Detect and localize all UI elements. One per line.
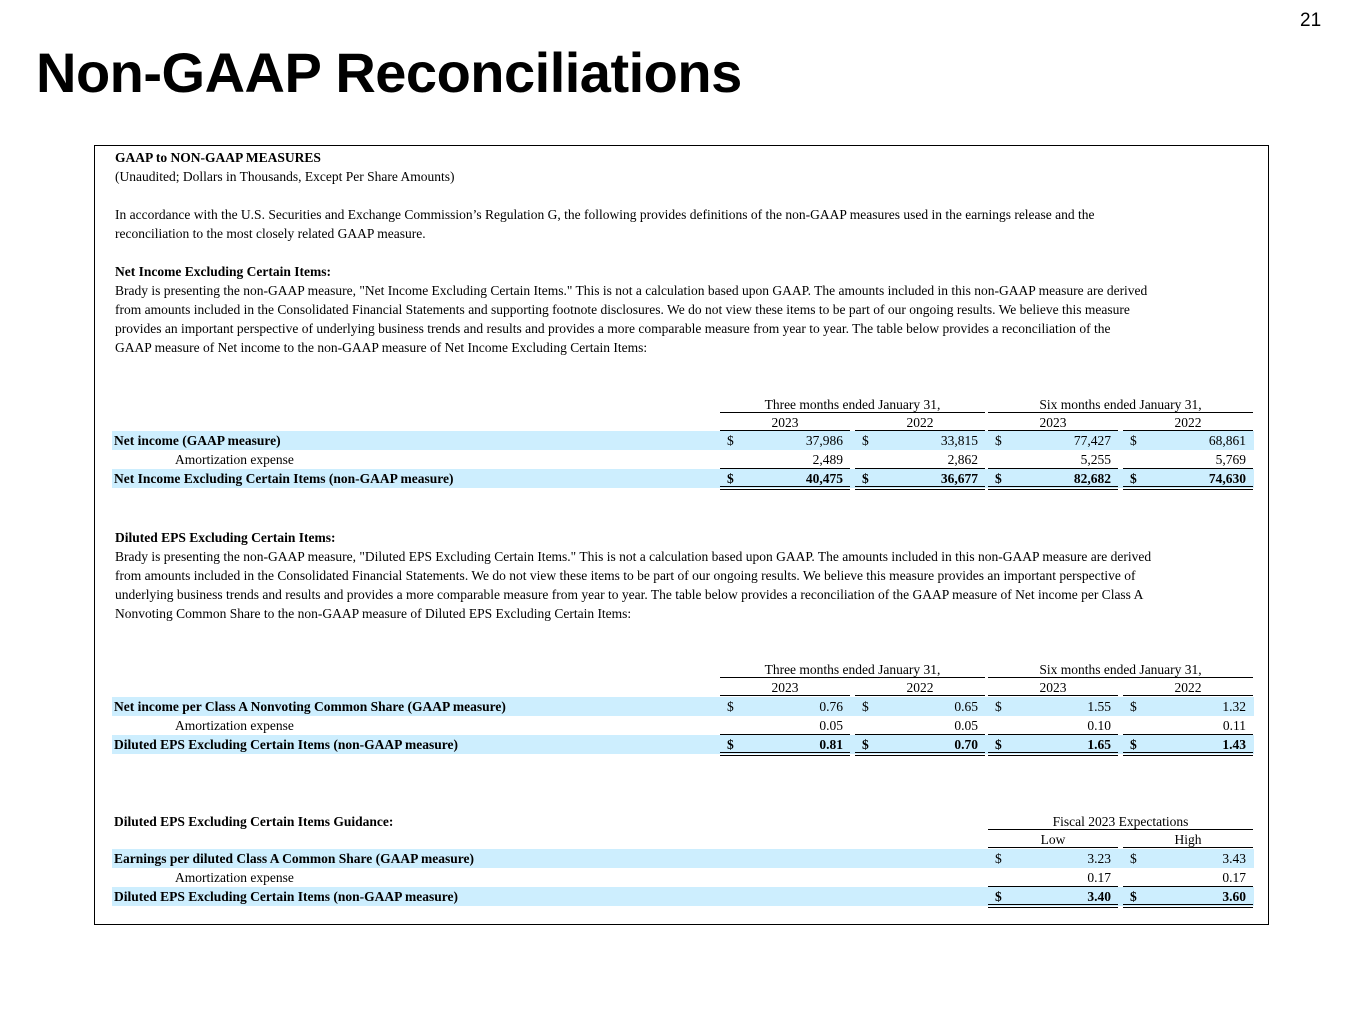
row-label: Amortization expense: [175, 718, 294, 733]
currency-sign: $: [862, 737, 869, 752]
total-double-rule: [988, 752, 1118, 756]
table-cell: 36,677: [940, 471, 978, 486]
table-cell: 0.05: [819, 718, 843, 733]
col-year: 2023: [1039, 680, 1067, 695]
total-double-rule: [988, 486, 1118, 490]
page-number: 21: [1300, 10, 1322, 31]
panel-heading: GAAP to NON-GAAP MEASURES: [115, 150, 321, 165]
table-cell: 77,427: [1073, 433, 1111, 448]
row-label: Amortization expense: [175, 870, 294, 885]
row-label: Net income per Class A Nonvoting Common Share (GAAP measure): [114, 699, 506, 714]
col-group-header: Six months ended January 31,: [1039, 662, 1202, 677]
table-cell: 0.05: [954, 718, 978, 733]
total-double-rule: [988, 904, 1118, 908]
col-group-header: Fiscal 2023 Expectations: [1052, 814, 1189, 829]
currency-sign: $: [862, 433, 869, 448]
table-cell: 40,475: [805, 471, 843, 486]
currency-sign: $: [995, 471, 1002, 486]
col-rule: [1123, 847, 1253, 848]
col-group-header: Six months ended January 31,: [1039, 397, 1202, 412]
table-cell: 0.17: [1222, 870, 1246, 885]
currency-sign: $: [727, 471, 734, 486]
total-double-rule: [1123, 904, 1253, 908]
table-cell: 0.81: [819, 737, 843, 752]
intro-text-line-2: reconciliation to the most closely related GAAP measure.: [115, 226, 426, 241]
row-label: Amortization expense: [175, 452, 294, 467]
currency-sign: $: [1130, 851, 1137, 866]
table-cell: 3.23: [1087, 851, 1111, 866]
table-cell: 37,986: [805, 433, 843, 448]
section2-text-line: Nonvoting Common Share to the non-GAAP measure of Diluted EPS Excluding Certain Items:: [115, 606, 632, 621]
total-double-rule: [720, 486, 850, 490]
table-cell: 1.43: [1222, 737, 1246, 752]
year-rule: [720, 695, 850, 696]
page-title: Non-GAAP Reconciliations: [36, 41, 742, 104]
table-cell: 1.55: [1087, 699, 1111, 714]
table-cell: 1.65: [1087, 737, 1111, 752]
year-rule: [988, 695, 1118, 696]
table-cell: 74,630: [1208, 471, 1246, 486]
table-cell: 0.70: [954, 737, 978, 752]
currency-sign: $: [1130, 737, 1137, 752]
col-year: 2022: [1174, 415, 1202, 430]
col-header-low: Low: [1040, 832, 1066, 847]
section2-text-line: Brady is presenting the non-GAAP measure, "Diluted EPS Excluding Certain Items." This is not a calculation based upon GAAP. The amounts included in this non-GAAP measure are derived: [115, 549, 1152, 564]
currency-sign: $: [1130, 889, 1137, 904]
total-double-rule: [855, 752, 985, 756]
table-cell: 33,815: [940, 433, 978, 448]
table-cell: 2,862: [947, 452, 978, 467]
table-cell: 3.43: [1222, 851, 1246, 866]
currency-sign: $: [995, 889, 1002, 904]
table-cell: 3.60: [1222, 889, 1246, 904]
table-cell: 2,489: [812, 452, 843, 467]
col-year: 2023: [1039, 415, 1067, 430]
currency-sign: $: [995, 699, 1002, 714]
col-group-header: Three months ended January 31,: [764, 397, 941, 412]
total-double-rule: [1123, 486, 1253, 490]
row-label: Net Income Excluding Certain Items (non-GAAP measure): [114, 471, 454, 486]
section1-text-line: Brady is presenting the non-GAAP measure, "Net Income Excluding Certain Items." This is not a calculation based upon GAAP. The amounts included in this non-GAAP measure are derived: [115, 283, 1148, 298]
row-label: Net income (GAAP measure): [114, 433, 281, 448]
col-year: 2023: [771, 415, 799, 430]
row-label: Diluted EPS Excluding Certain Items (non-GAAP measure): [114, 737, 459, 752]
section3-heading: Diluted EPS Excluding Certain Items Guidance:: [114, 814, 394, 829]
currency-sign: $: [995, 737, 1002, 752]
section2-heading: Diluted EPS Excluding Certain Items:: [115, 530, 336, 545]
col-year: 2022: [1174, 680, 1202, 695]
reconciliation-panel: [94, 145, 1269, 925]
currency-sign: $: [727, 699, 734, 714]
table-cell: 0.17: [1087, 870, 1111, 885]
year-rule: [855, 695, 985, 696]
row-label: Diluted EPS Excluding Certain Items (non-GAAP measure): [114, 889, 459, 904]
currency-sign: $: [862, 471, 869, 486]
panel-subheading: (Unaudited; Dollars in Thousands, Except Per Share Amounts): [115, 169, 455, 184]
table-cell: 1.32: [1222, 699, 1246, 714]
row-label: Earnings per diluted Class A Common Share (GAAP measure): [114, 851, 475, 866]
year-rule: [1123, 695, 1253, 696]
currency-sign: $: [1130, 433, 1137, 448]
total-double-rule: [855, 486, 985, 490]
col-year: 2022: [906, 680, 934, 695]
table-cell: 3.40: [1087, 889, 1111, 904]
table-cell: 0.11: [1222, 718, 1246, 733]
table-cell: 0.10: [1087, 718, 1111, 733]
currency-sign: $: [727, 433, 734, 448]
section1-heading: Net Income Excluding Certain Items:: [115, 264, 331, 279]
section2-text-line: underlying business trends and results and provides a more comparable measure from year to year. The table below provides a reconciliation of the GAAP measure of Net income per Class A: [115, 587, 1144, 602]
currency-sign: $: [1130, 471, 1137, 486]
table-cell: 0.65: [954, 699, 978, 714]
currency-sign: $: [862, 699, 869, 714]
table-cell: 0.76: [819, 699, 843, 714]
section1-text-line: provides an important perspective of underlying business trends and results and provides a more comparable measure from year to year. The table below provides a reconciliation of the: [115, 321, 1111, 336]
section1-text-line: from amounts included in the Consolidated Financial Statements and supporting footnote disclosures. We do not view these items to be part of our ongoing results. We believe this measure: [115, 302, 1130, 317]
table-cell: 5,255: [1080, 452, 1111, 467]
section2-text-line: from amounts included in the Consolidated Financial Statements. We do not view these items to be part of our ongoing results. We believe this measure provides an important perspective of: [115, 568, 1136, 583]
currency-sign: $: [995, 851, 1002, 866]
intro-text-line-1: In accordance with the U.S. Securities and Exchange Commission’s Regulation G, the following provides definitions of the non-GAAP measures used in the earnings release and the: [115, 207, 1095, 222]
currency-sign: $: [1130, 699, 1137, 714]
col-header-high: High: [1174, 832, 1202, 847]
currency-sign: $: [995, 433, 1002, 448]
table-cell: 82,682: [1073, 471, 1111, 486]
total-double-rule: [720, 752, 850, 756]
currency-sign: $: [727, 737, 734, 752]
table-cell: 5,769: [1215, 452, 1246, 467]
total-double-rule: [1123, 752, 1253, 756]
table-cell: 68,861: [1208, 433, 1246, 448]
col-group-header: Three months ended January 31,: [764, 662, 941, 677]
section1-text-line: GAAP measure of Net income to the non-GAAP measure of Net Income Excluding Certain Items:: [115, 340, 648, 355]
col-year: 2023: [771, 680, 799, 695]
col-year: 2022: [906, 415, 934, 430]
col-rule: [988, 847, 1118, 848]
